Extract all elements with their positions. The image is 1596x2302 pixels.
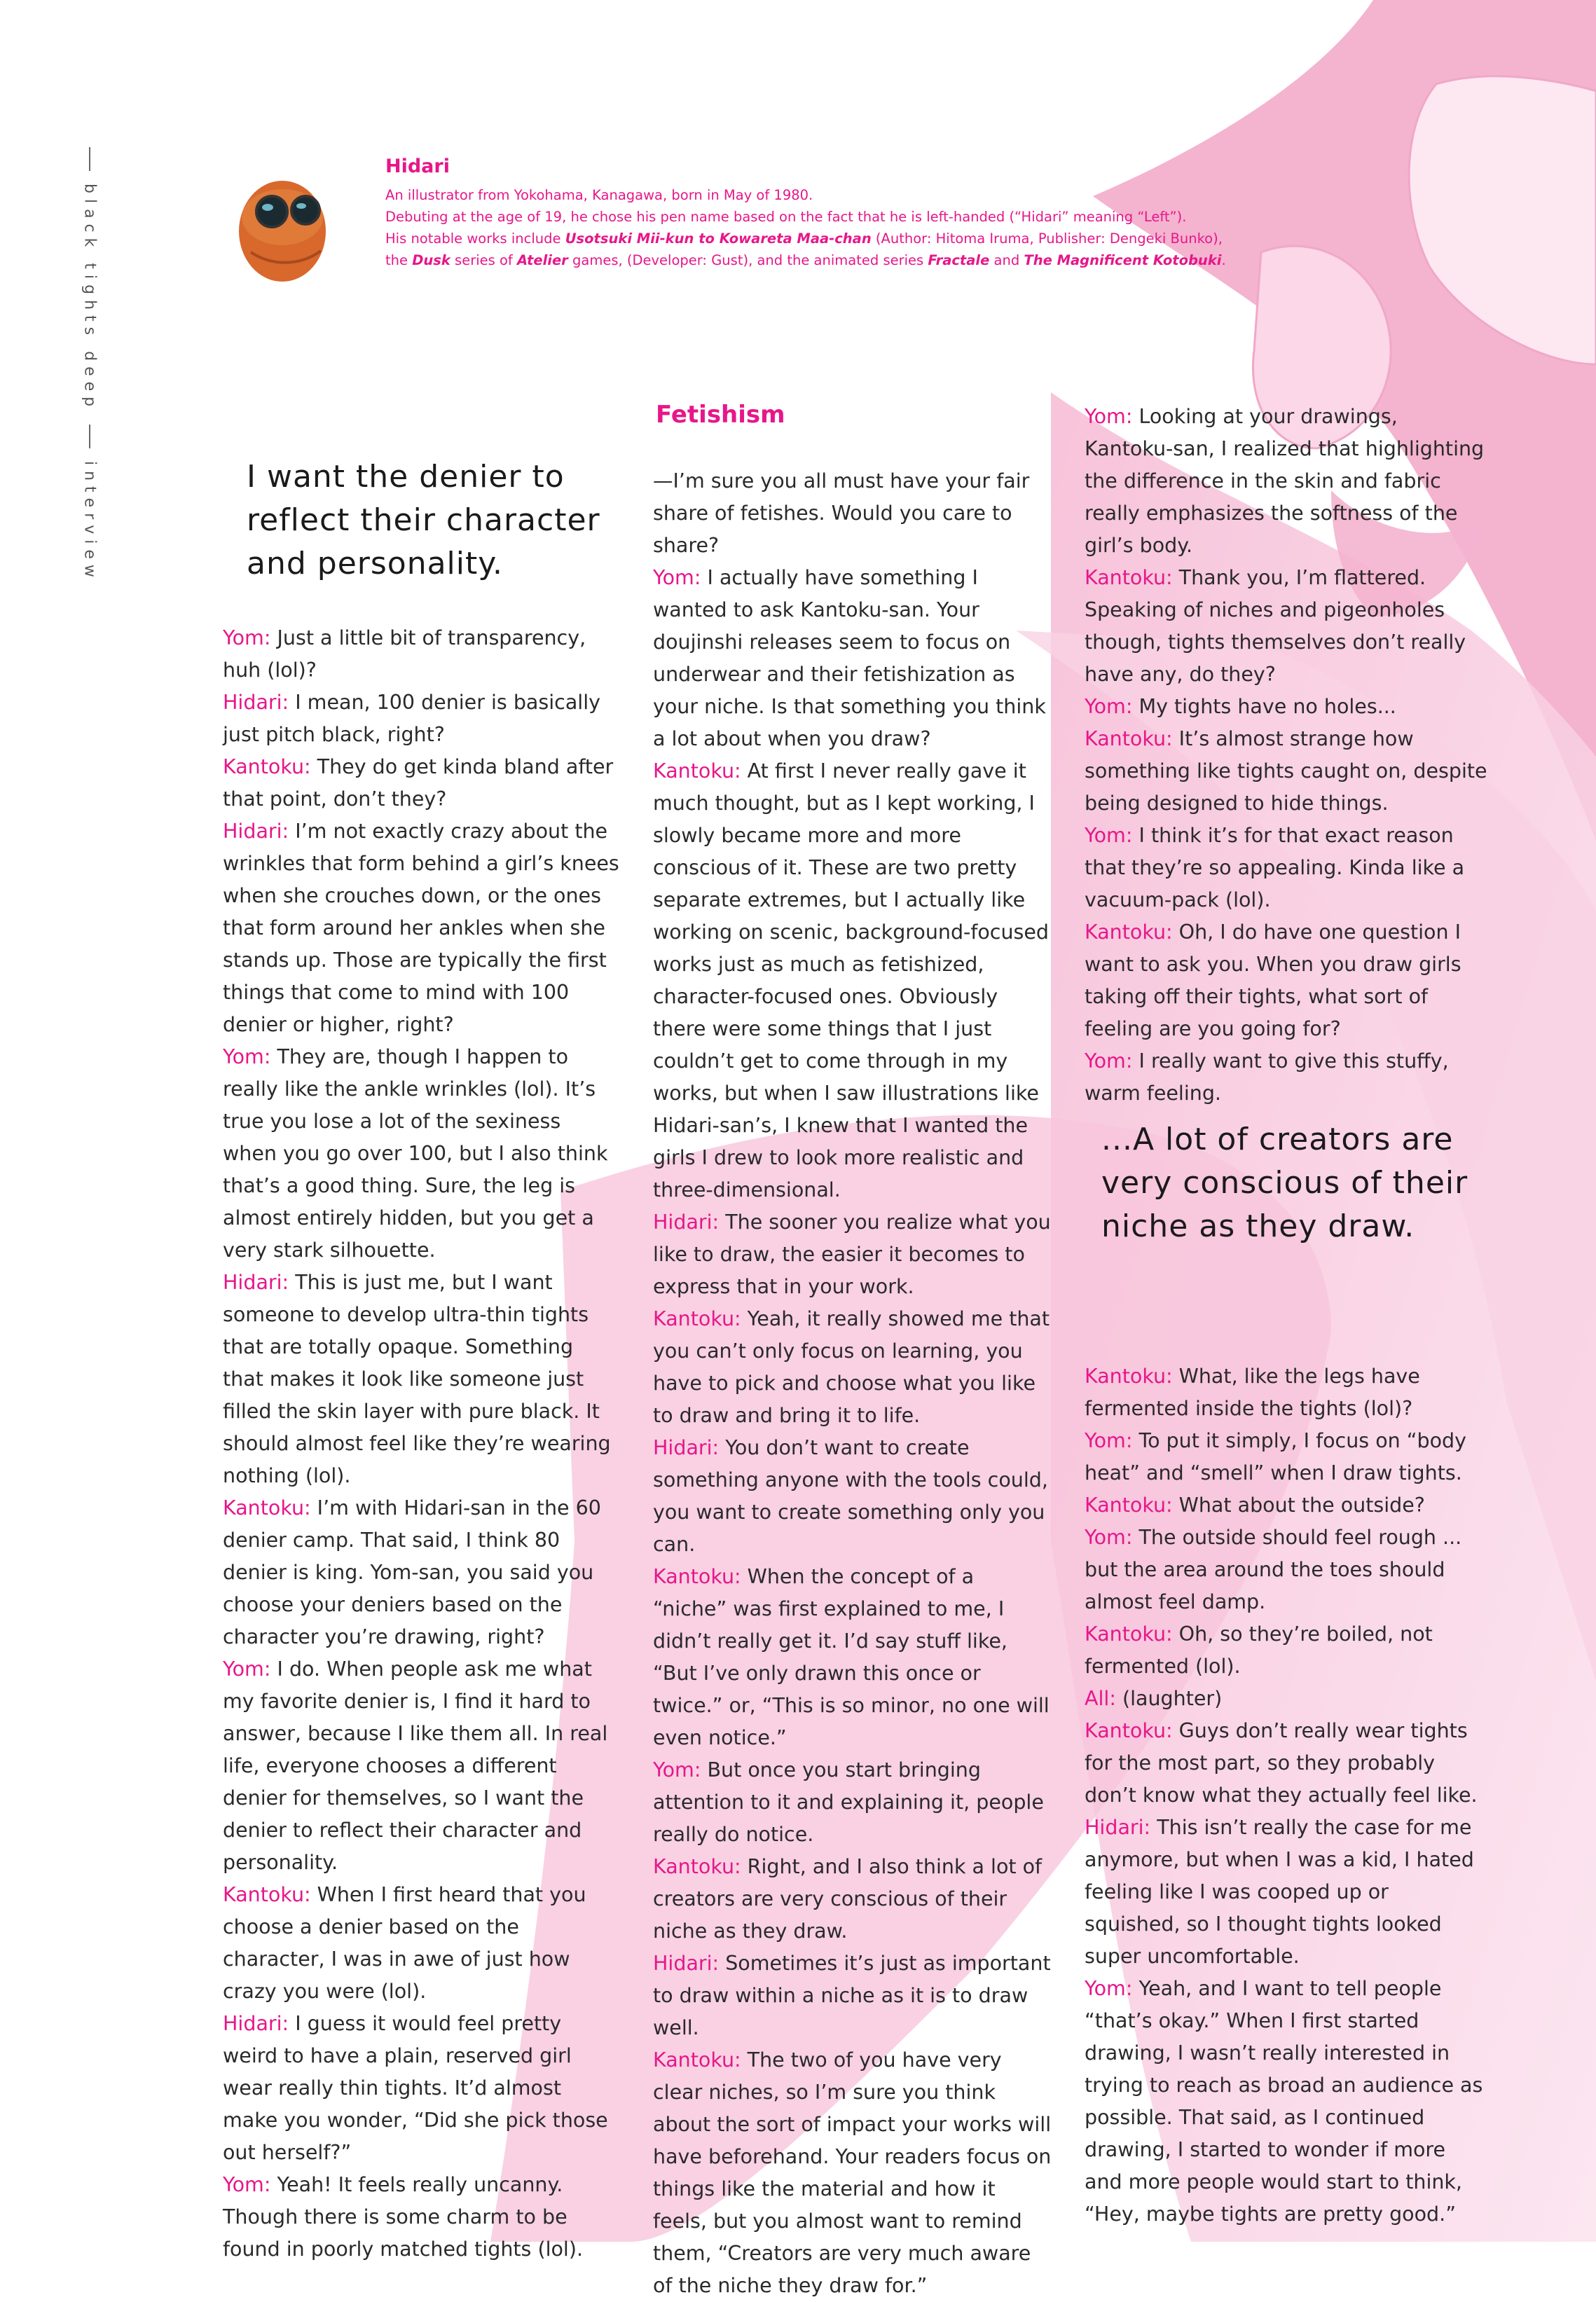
dialogue-text: Yeah, and I want to tell people “that’s okay.” When I first started drawing, I wasn’t really interested in trying to reach as broad an audience as possible. That said, as I continued drawing, I started to wonder if more and more people would start to think, “Hey, maybe tights are pretty good.” (1085, 1977, 1483, 2226)
dialogue-line (223, 1653, 619, 1879)
speaker-name: Kantoku: (653, 1855, 741, 1878)
avatar (223, 168, 342, 287)
speaker-name: Kantoku: (653, 759, 741, 783)
rail-divider (89, 425, 90, 448)
dialogue-line (653, 562, 1052, 755)
bio-line: His notable works include Usotsuki Mii-kun to Kowareta Maa-chan (Author: Hitoma Iruma, Publisher: Dengeki Bunko), (385, 230, 1223, 247)
dialogue-line (653, 2044, 1052, 2302)
dialogue-text: To put it simply, I focus on “body heat” and “smell” when I draw tights. (1085, 1429, 1467, 1484)
dialogue-text: (laughter) (1115, 1687, 1223, 1710)
dialogue-line (653, 1206, 1052, 1303)
dialogue-text: My tights have no holes... (1132, 695, 1396, 718)
pull-quote: ...A lot of creators are very conscious of their niche as they draw. (1101, 1122, 1468, 1244)
dialogue-line (1085, 1425, 1488, 1489)
work-title: The Magnificent Kotobuki (1024, 252, 1222, 268)
dialogue-text: The sooner you realize what you like to draw, the easier it becomes to express that in your work. (653, 1211, 1051, 1298)
dialogue-text: When the concept of a “niche” was first explained to me, I didn’t really get it. I’d say stuff like, “But I’ve only drawn this once or twice.” or, “This is so minor, no one will even notice.” (653, 1565, 1050, 1749)
dialogue-line (1085, 1618, 1488, 1683)
speaker-name: Hidari: (223, 691, 289, 714)
interview-column-1 (223, 622, 619, 2266)
work-title: Fractale (928, 252, 990, 268)
speaker-name: Kantoku: (223, 755, 311, 778)
dialogue-line (653, 1561, 1052, 1754)
speaker-name: Yom: (223, 1045, 271, 1068)
dialogue-text: Sometimes it’s just as important to draw within a niche as it is to draw well. (653, 1952, 1051, 2039)
speaker-name: Yom: (223, 1657, 271, 1681)
dialogue-text: I do. When people ask me what my favorite denier is, I find it hard to answer, because I like them all. In real life, everyone chooses a different denier for themselves, so I want the denier to reflect their character and personality. (223, 1657, 608, 1874)
section-heading: Fetishism (656, 401, 785, 429)
dialogue-line (653, 755, 1052, 1206)
artist-bio (385, 184, 1366, 271)
speaker-name: Yom: (653, 1758, 701, 1781)
dialogue-text: They are, though I happen to really like the ankle wrinkles (lol). It’s true you lose a lot of the sexiness when you go over 100, but I also think that’s a good thing. Sure, the leg is almost entirely hidden, but you get a very stark silhouette. (223, 1045, 608, 1262)
dialogue-text: I’m not exactly crazy about the wrinkles that form behind a girl’s knees when she crouches down, or the ones that form around her ankles when she stands up. Those are typically the first things that come to mind with 100 denier or higher, right? (223, 820, 619, 1036)
dialogue-line (1085, 1683, 1488, 1715)
dialogue-line (653, 1948, 1052, 2044)
dialogue-line (653, 465, 1052, 562)
dialogue-text: The outside should feel rough ... but the area around the toes should almost feel damp. (1085, 1526, 1462, 1613)
dialogue-line (223, 687, 619, 751)
dialogue-text: It’s almost strange how something like tights caught on, despite being designed to hide things. (1085, 727, 1487, 815)
dialogue-line (223, 815, 619, 1041)
speaker-name: Kantoku: (1085, 566, 1173, 589)
work-title: Atelier (517, 252, 568, 268)
speaker-name: Hidari: (223, 2012, 289, 2035)
side-rail (76, 147, 104, 595)
dialogue-line (223, 1492, 619, 1653)
speaker-name: Kantoku: (1085, 921, 1173, 944)
bio-line: the Dusk series of Atelier games, (Developer: Gust), and the animated series Fractale and The Magnificent Kotobuki. (385, 252, 1226, 268)
dialogue-text: Oh, so they’re boiled, not fermented (lol). (1085, 1622, 1433, 1678)
dialogue-text: I actually have something I wanted to ask Kantoku-san. Your doujinshi releases seem to focus on underwear and their fetishization as your niche. Is that something you think a lot about when you draw? (653, 566, 1046, 750)
dialogue-text: But once you start bringing attention to it and explaining it, people really do notice. (653, 1758, 1044, 1846)
speaker-name: Yom: (1085, 695, 1133, 718)
dialogue-line (1085, 1715, 1488, 1812)
speaker-name: Hidari: (653, 1436, 720, 1459)
rail-label-section: interview (81, 461, 99, 584)
column-3-bottom (1085, 1360, 1488, 2231)
interview-column-3 (1085, 401, 1488, 2231)
work-title: Dusk (412, 252, 450, 268)
dialogue-text: —I’m sure you all must have your fair share of fetishes. Would you care to share? (653, 469, 1030, 557)
dialogue-line (1085, 916, 1488, 1045)
speaker-name: Hidari: (653, 1952, 720, 1975)
dialogue-line (1085, 820, 1488, 916)
bio-line: Debuting at the age of 19, he chose his pen name based on the fact that he is left-handed (“Hidari” meaning “Left”). (385, 209, 1187, 225)
speaker-name: Yom: (1085, 405, 1133, 428)
speaker-name: Yom: (1085, 1977, 1133, 2000)
speaker-name: Kantoku: (653, 2048, 741, 2072)
dialogue-text: They do get kinda bland after that point, don’t they? (223, 755, 614, 811)
dialogue-text: I mean, 100 denier is basically just pitch black, right? (223, 691, 600, 746)
speaker-name: Yom: (1085, 824, 1133, 847)
dialogue-text: I think it’s for that exact reason that they’re so appealing. Kinda like a vacuum-pack (lol). (1085, 824, 1465, 911)
speaker-name: Kantoku: (1085, 1494, 1173, 1517)
dialogue-text: Right, and I also think a lot of creators are very conscious of their niche as they draw. (653, 1855, 1043, 1943)
dialogue-text: Thank you, I’m flattered. Speaking of niches and pigeonholes though, tights themselves don’t really have any, do they? (1085, 566, 1466, 686)
dialogue-line (1085, 1522, 1488, 1618)
dialogue-line (1085, 723, 1488, 820)
dialogue-line (1085, 691, 1488, 723)
dialogue-text: This isn’t really the case for me anymore, but when I was a kid, I hated feeling like I was cooped up or squished, so I thought tights looked super uncomfortable. (1085, 1816, 1474, 1968)
dialogue-text: Yeah, it really showed me that you can’t only focus on learning, you have to pick and choose what you like to draw and bring it to life. (653, 1307, 1050, 1427)
dialogue-text: What about the outside? (1172, 1494, 1425, 1517)
speaker-name: Kantoku: (653, 1307, 741, 1330)
speaker-name: Kantoku: (653, 1565, 741, 1588)
dialogue-text: Looking at your drawings, Kantoku-san, I realized that highlighting the difference in the skin and fabric really emphasizes the softness of the girl’s body. (1085, 405, 1485, 557)
dialogue-line (223, 751, 619, 815)
dialogue-line (1085, 1812, 1488, 1973)
column-3-top (1085, 401, 1488, 1110)
speaker-name: Yom: (1085, 1429, 1133, 1452)
speaker-name: Hidari: (653, 1211, 720, 1234)
speaker-name: Kantoku: (1085, 1365, 1173, 1388)
dialogue-text: What, like the legs have fermented inside the tights (lol)? (1085, 1365, 1420, 1420)
dialogue-text: Oh, I do have one question I want to ask you. When you draw girls taking off their tights, what sort of feeling are you going for? (1085, 921, 1461, 1040)
dialogue-line (223, 1267, 619, 1492)
dialogue-line (1085, 1973, 1488, 2231)
dialogue-line (1085, 1489, 1488, 1522)
speaker-name: Kantoku: (1085, 1719, 1173, 1742)
dialogue-text: When I first heard that you choose a denier based on the character, I was in awe of just how crazy you were (lol). (223, 1883, 586, 2003)
dialogue-text: I guess it would feel pretty weird to have a plain, reserved girl wear really thin tights. It’d almost make you wonder, “Did she pick those out herself?” (223, 2012, 608, 2164)
speaker-name: Yom: (223, 2173, 271, 2196)
interview-column-2 (653, 465, 1052, 2302)
dialogue-line (653, 1432, 1052, 1561)
dialogue-text: I’m with Hidari-san in the 60 denier camp. That said, I think 80 denier is king. Yom-san, you said you choose your deniers based on the character you’re drawing, right? (223, 1496, 601, 1648)
rail-divider (89, 147, 90, 171)
dialogue-line (1085, 1045, 1488, 1110)
artist-name: Hidari (385, 156, 450, 177)
dialogue-text: Just a little bit of transparency, huh (lol)? (223, 626, 586, 682)
dialogue-line (653, 1754, 1052, 1851)
dialogue-line (223, 1879, 619, 2008)
dialogue-line (653, 1303, 1052, 1432)
speaker-name: Yom: (223, 626, 271, 649)
dialogue-text: Yeah! It feels really uncanny. Though there is some charm to be found in poorly matched tights (lol). (223, 2173, 584, 2261)
dialogue-line (223, 2008, 619, 2169)
dialogue-line (223, 1041, 619, 1267)
dialogue-line (1085, 401, 1488, 562)
speaker-name: Hidari: (223, 1271, 289, 1294)
speaker-name: Yom: (653, 566, 701, 589)
speaker-name: Kantoku: (223, 1883, 311, 1906)
dialogue-line (653, 1851, 1052, 1948)
pull-quote: I want the denier to reflect their character and personality. (247, 459, 600, 581)
speaker-name: Yom: (1085, 1526, 1133, 1549)
dialogue-line (1085, 1360, 1488, 1425)
speaker-name: Hidari: (1085, 1816, 1151, 1839)
dialogue-text: You don’t want to create something anyone with the tools could, you want to create something only you can. (653, 1436, 1048, 1556)
dialogue-line (1085, 562, 1488, 691)
dialogue-text: This is just me, but I want someone to develop ultra-thin tights that are totally opaque. Something that makes it look like someone just filled the skin layer with pure black. It should almost feel like they’re wearing nothing (lol). (223, 1271, 611, 1487)
dialogue-text: Guys don’t really wear tights for the most part, so they probably don’t know what they actually feel like. (1085, 1719, 1478, 1807)
bio-line: An illustrator from Yokohama, Kanagawa, born in May of 1980. (385, 187, 813, 203)
dialogue-text: At first I never really gave it much thought, but as I kept working, I slowly became more and more conscious of it. These are two pretty separate extremes, but I actually like working on scenic, background-focused works just as much as fetishized, character-focused ones. Obviously there were some things that I just couldn’t get to come through in my works, but when I saw illustrations like Hidari-san’s, I knew that I wanted the girls I drew to look more realistic and three-dimensional. (653, 759, 1050, 1201)
speaker-name: Yom: (1085, 1049, 1133, 1073)
dialogue-line (223, 2169, 619, 2266)
work-title: Usotsuki Mii-kun to Kowareta Maa-chan (565, 230, 872, 247)
dialogue-text: I really want to give this stuffy, warm feeling. (1085, 1049, 1449, 1105)
dialogue-line (223, 622, 619, 687)
speaker-name: Kantoku: (223, 1496, 311, 1519)
speaker-name: Kantoku: (1085, 1622, 1173, 1646)
pull-quote-gap (1085, 1110, 1488, 1360)
speaker-name: Hidari: (223, 820, 289, 843)
dialogue-text: The two of you have very clear niches, so I’m sure you think about the sort of impact your works will have beforehand. Your readers focus on things like the material and how it feels, but you almost want to remind them, “Creators are very much aware of the niche they draw for.” (653, 2048, 1052, 2297)
rail-label-magazine: black tights deep (81, 184, 99, 413)
speaker-name: All: (1085, 1687, 1116, 1710)
speaker-name: Kantoku: (1085, 727, 1173, 750)
